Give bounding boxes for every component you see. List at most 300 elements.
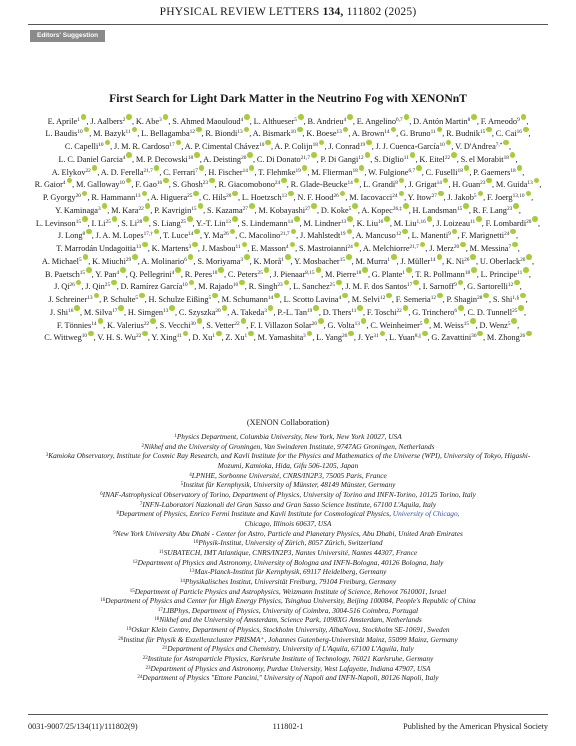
orcid-icon[interactable] <box>222 305 228 311</box>
orcid-icon[interactable] <box>249 203 255 209</box>
orcid-icon[interactable] <box>291 229 297 235</box>
orcid-icon[interactable] <box>526 191 532 197</box>
orcid-icon[interactable] <box>76 280 82 286</box>
paper-title: First Search for Light Dark Matter in the Neutrino Fog with XENONnT <box>109 92 467 105</box>
author-name: P. Gyorgy <box>42 193 76 203</box>
affiliation-number: 6 <box>100 491 103 497</box>
orcid-icon[interactable] <box>458 280 464 286</box>
orcid-icon[interactable] <box>521 114 527 120</box>
author-name: J. Pienaar <box>273 269 306 279</box>
orcid-icon[interactable] <box>458 305 464 311</box>
orcid-icon[interactable] <box>437 293 443 299</box>
author: H. Landsman$^{15}$ , <box>413 206 471 215</box>
author-name: G. Zavattini <box>431 333 472 343</box>
orcid-icon[interactable] <box>288 191 294 197</box>
author-name: R. Gaior <box>34 180 63 190</box>
author-affiliation-ref: 23 <box>506 205 513 212</box>
footer-publisher: Published by the American Physical Society <box>403 722 548 731</box>
orcid-icon[interactable] <box>163 114 169 120</box>
orcid-icon[interactable] <box>313 305 319 311</box>
author: H. Schulze Eißing$^5$ , <box>149 295 220 304</box>
orcid-icon[interactable] <box>399 191 405 197</box>
orcid-icon[interactable] <box>460 242 466 248</box>
author-affiliation-ref: 19 <box>295 167 301 174</box>
affiliation-text: Institute for Astroparticle Physics, Karlsruhe Institute of Technology, 76021 Karlsruhe, Germany <box>147 654 434 664</box>
orcid-icon[interactable] <box>483 293 489 299</box>
orcid-icon[interactable] <box>142 331 148 337</box>
orcid-icon[interactable] <box>471 114 477 120</box>
author: L. Yang$^{26}$ , <box>316 333 356 342</box>
author-affiliation-ref: 16 <box>68 307 74 314</box>
author: M. P. Decowski$^{18}$ , <box>136 155 202 164</box>
orcid-icon[interactable] <box>154 165 160 171</box>
orcid-icon[interactable] <box>511 318 517 324</box>
author-name: F. Toschi <box>366 307 397 317</box>
author: C. Hils$^{20}$ , <box>203 193 240 202</box>
author-affiliation-ref: 8,15 <box>305 269 315 276</box>
orcid-icon[interactable] <box>193 191 199 197</box>
author: E. Aprile$^1$ , <box>48 117 89 126</box>
affiliation-text: Institut für Kernphysik, University of Münster, 48149 Münster, Germany <box>183 480 396 490</box>
author-affiliation-ref: 1 <box>402 269 406 276</box>
orcid-icon[interactable] <box>342 293 348 299</box>
orcid-icon[interactable] <box>67 178 73 184</box>
orcid-icon[interactable] <box>242 242 248 248</box>
author-name: J. Qin <box>85 282 105 292</box>
orcid-icon[interactable] <box>112 216 118 222</box>
author-name: T. R. Pollmann <box>415 269 465 279</box>
orcid-icon[interactable] <box>403 203 409 209</box>
orcid-icon[interactable] <box>86 229 92 235</box>
orcid-icon[interactable] <box>188 254 194 260</box>
author-affiliation-ref: 1 <box>281 256 284 263</box>
affiliation-link[interactable]: University of Chicago, <box>392 509 460 519</box>
author-affiliation-ref: 5 <box>135 295 139 302</box>
orcid-icon[interactable] <box>311 203 317 209</box>
orcid-icon[interactable] <box>84 127 90 133</box>
orcid-icon[interactable] <box>478 191 484 197</box>
affiliation-text: New York University Abu Dhabi - Center for Astro, Particle and Planetary Physics, Abu Dhabi, United Arab Emirates <box>115 528 463 538</box>
orcid-icon[interactable] <box>244 114 250 120</box>
orcid-icon[interactable] <box>347 229 353 235</box>
author-affiliation-ref: 5 <box>208 295 212 302</box>
orcid-icon[interactable] <box>470 318 476 324</box>
orcid-icon[interactable] <box>399 178 405 184</box>
author: V. D'Andrea$^{7,*}$ , <box>455 142 511 151</box>
author-affiliation-ref: 3 <box>264 307 267 314</box>
journal-volume: 134, <box>322 6 344 18</box>
journal-name: PHYSICAL REVIEW LETTERS <box>159 6 320 18</box>
orcid-icon[interactable] <box>297 127 303 133</box>
orcid-icon[interactable] <box>347 114 353 120</box>
orcid-icon[interactable] <box>437 127 443 133</box>
author-name: Q. Pellegrini <box>129 269 172 279</box>
collaboration-name: (XENON Collaboration) <box>246 418 330 427</box>
orcid-icon[interactable] <box>391 127 397 133</box>
orcid-icon[interactable] <box>523 267 529 273</box>
affiliation <box>34 432 542 442</box>
orcid-icon[interactable] <box>88 331 94 337</box>
orcid-icon[interactable] <box>143 216 149 222</box>
orcid-icon[interactable] <box>422 331 428 337</box>
author-name: P.-L. Tan <box>277 307 307 317</box>
orcid-icon[interactable] <box>111 280 117 286</box>
orcid-icon[interactable] <box>486 127 492 133</box>
orcid-icon[interactable] <box>517 165 523 171</box>
orcid-icon[interactable] <box>404 114 410 120</box>
author-name: H. Landsman <box>412 205 457 215</box>
author-affiliation-ref: 15 <box>79 269 86 276</box>
orcid-icon[interactable] <box>126 178 132 184</box>
orcid-icon[interactable] <box>319 140 325 146</box>
author-affiliation-ref: 13 <box>527 180 533 187</box>
orcid-icon[interactable] <box>232 216 238 222</box>
author-name: P. Kavrigin <box>154 205 192 215</box>
orcid-icon[interactable] <box>518 305 524 311</box>
orcid-icon[interactable] <box>514 280 520 286</box>
orcid-icon[interactable] <box>132 127 138 133</box>
orcid-icon[interactable] <box>359 165 365 171</box>
author-affiliation-ref: 21,7 <box>409 244 419 251</box>
author-name: S. Vecchi <box>159 320 191 330</box>
orcid-icon[interactable] <box>464 165 470 171</box>
orcid-icon[interactable] <box>357 305 363 311</box>
orcid-icon[interactable] <box>145 203 151 209</box>
author-name: J. Long <box>57 231 83 241</box>
author: M. Lindner$^{13}$ , <box>303 219 354 228</box>
author-affiliation-ref: 5 <box>78 256 82 263</box>
orcid-icon[interactable] <box>513 203 519 209</box>
orcid-icon[interactable] <box>244 127 250 133</box>
orcid-icon[interactable] <box>175 267 181 273</box>
author: S. Lindemann$^{14}$ , <box>241 219 301 228</box>
author: N. F. Hood$^{26}$ , <box>297 193 347 202</box>
author: Q. Pellegrini$^4$ , <box>130 270 183 279</box>
orcid-icon[interactable] <box>451 152 457 158</box>
orcid-icon[interactable] <box>284 280 290 286</box>
author: F. Marignetti$^{24}$ , <box>461 231 518 240</box>
author: D. Wenz$^5$ , <box>479 321 519 330</box>
author-affiliation-ref: 5 <box>419 320 423 327</box>
author-name: S. Li <box>121 218 138 228</box>
orcid-icon[interactable] <box>420 242 426 248</box>
author: L. Manenti$^9$ , <box>412 231 460 240</box>
orcid-icon[interactable] <box>380 331 386 337</box>
author-affiliation-ref: 12 <box>507 282 514 289</box>
orcid-icon[interactable] <box>154 229 160 235</box>
orcid-icon[interactable] <box>83 254 89 260</box>
author-name: S. Vetter <box>206 320 235 330</box>
affiliation <box>34 548 542 558</box>
author-affiliation-ref: 1 <box>387 256 391 263</box>
orcid-icon[interactable] <box>209 178 215 184</box>
author: A. Deisting$^{20}$ , <box>203 155 255 164</box>
orcid-icon[interactable] <box>169 305 175 311</box>
orcid-icon[interactable] <box>512 242 518 248</box>
orcid-icon[interactable] <box>452 229 458 235</box>
orcid-icon[interactable] <box>265 140 271 146</box>
author-name: P. Di Gangi <box>320 154 359 164</box>
orcid-icon[interactable] <box>241 318 247 324</box>
orcid-icon[interactable] <box>281 178 287 184</box>
author-name: I. Sarnoff <box>422 282 455 292</box>
orcid-icon[interactable] <box>477 331 483 337</box>
orcid-icon[interactable] <box>476 216 482 222</box>
author-name: M. Iacovacci <box>349 193 393 203</box>
orcid-icon[interactable] <box>92 165 98 171</box>
author-name: F. Joerg <box>486 193 513 203</box>
orcid-icon[interactable] <box>244 254 250 260</box>
orcid-icon[interactable] <box>187 216 193 222</box>
orcid-icon[interactable] <box>311 152 317 158</box>
orcid-icon[interactable] <box>386 293 392 299</box>
author: D. Thers$^{11}$ , <box>323 308 365 317</box>
orcid-icon[interactable] <box>424 318 430 324</box>
orcid-icon[interactable] <box>510 152 516 158</box>
orcid-icon[interactable] <box>336 280 342 286</box>
author: J. Ye$^{31}$ , <box>358 333 388 342</box>
orcid-icon[interactable] <box>362 267 368 273</box>
orcid-icon[interactable] <box>268 305 274 311</box>
orcid-icon[interactable] <box>98 318 104 324</box>
author: C. Ferrari$^7$ , <box>163 168 206 177</box>
orcid-icon[interactable] <box>406 267 412 273</box>
orcid-icon[interactable] <box>532 216 538 222</box>
author-name: T. Luce <box>163 231 189 241</box>
author-affiliation-ref: 24 <box>347 244 353 251</box>
author-name: D. Xu <box>192 333 213 343</box>
author-name: D. Koke <box>320 205 349 215</box>
orcid-icon[interactable] <box>74 305 80 311</box>
orcid-icon[interactable] <box>126 152 132 158</box>
orcid-icon[interactable] <box>196 127 202 133</box>
orcid-icon[interactable] <box>354 178 360 184</box>
orcid-icon[interactable] <box>194 152 200 158</box>
orcid-icon[interactable] <box>274 293 280 299</box>
affiliation-number: 12 <box>132 559 138 565</box>
orcid-icon[interactable] <box>189 280 195 286</box>
author-affiliation-ref: 14 <box>188 231 194 238</box>
orcid-icon[interactable] <box>354 242 360 248</box>
orcid-icon[interactable] <box>163 178 169 184</box>
orcid-icon[interactable] <box>347 216 353 222</box>
author-name: R. Biondi <box>205 129 238 139</box>
orcid-icon[interactable] <box>463 203 469 209</box>
author-affiliation-ref: 8 <box>467 116 471 123</box>
orcid-icon[interactable] <box>471 267 477 273</box>
orcid-icon[interactable] <box>212 293 218 299</box>
orcid-icon[interactable] <box>247 152 253 158</box>
orcid-icon[interactable] <box>526 331 532 337</box>
orcid-icon[interactable] <box>102 203 108 209</box>
author: M. Kobayashi$^{27}$ , <box>258 206 319 215</box>
author: F. I. Villazon Solar$^{20}$ , <box>250 321 326 330</box>
author-name: M. Silva <box>83 307 113 317</box>
orcid-icon[interactable] <box>343 127 349 133</box>
orcid-icon[interactable] <box>248 331 254 337</box>
orcid-icon[interactable] <box>413 280 419 286</box>
author: R. Singh$^{23}$ , <box>249 282 292 291</box>
orcid-icon[interactable] <box>402 229 408 235</box>
orcid-icon[interactable] <box>230 229 236 235</box>
author: S. Liang$^{25}$ , <box>153 219 195 228</box>
author: P. Di Gangi$^{12}$ , <box>320 155 372 164</box>
author-affiliation-ref: 7 <box>508 244 512 251</box>
author: F. Arneodo$^9$ , <box>481 117 529 126</box>
author: T. Marrodán Undagoitia$^{13}$ , <box>56 244 150 253</box>
orcid-icon[interactable] <box>142 242 148 248</box>
orcid-icon[interactable] <box>446 140 452 146</box>
affiliation-text: Kamioka Observatory, Institute for Cosmic Ray Research, and Kavli Institute for the Physics and Mathematics of the Universe (WPI), University of Tokyo, Higashi-Mozumi, Kamioka, Hida, Gifu 506-1205, Japan <box>48 451 531 470</box>
author: J. Masbou$^{11}$ , <box>202 244 250 253</box>
orcid-icon[interactable] <box>249 165 255 171</box>
author-affiliation-ref: 9 <box>517 116 520 123</box>
orcid-icon[interactable] <box>534 178 540 184</box>
author-name: F. Semeria <box>395 295 431 305</box>
orcid-icon[interactable] <box>198 203 204 209</box>
orcid-icon[interactable] <box>118 305 124 311</box>
affiliation-number: 16 <box>100 598 106 604</box>
orcid-icon[interactable] <box>340 191 346 197</box>
author: J. Jakob$^5$ , <box>447 193 485 202</box>
orcid-icon[interactable] <box>216 331 222 337</box>
author-affiliation-ref: 25 <box>187 193 193 200</box>
orcid-icon[interactable] <box>427 216 433 222</box>
orcid-icon[interactable] <box>523 127 529 133</box>
orcid-icon[interactable] <box>307 331 313 337</box>
author: A. P. Colijn$^{18}$ , <box>274 142 326 151</box>
author: L. Principe$^{11}$ , <box>481 270 531 279</box>
header-rule <box>28 24 548 25</box>
orcid-icon[interactable] <box>384 216 390 222</box>
author-affiliation-ref: 6 <box>184 256 187 263</box>
author-name: D. Thers <box>322 307 352 317</box>
orcid-icon[interactable] <box>197 318 203 324</box>
orcid-icon[interactable] <box>503 140 509 146</box>
orcid-icon[interactable] <box>294 216 300 222</box>
affiliation-text: Nikhef and the University of Amsterdam, Science Park, 1098XG Amsterdam, Netherlands <box>159 615 422 625</box>
orcid-icon[interactable] <box>316 267 322 273</box>
orcid-icon[interactable] <box>486 178 492 184</box>
author-affiliation-ref: 6,7 <box>396 116 403 123</box>
orcid-icon[interactable] <box>510 229 516 235</box>
affiliation-text: Oskar Klein Centre, Department of Physics, Stockholm University, AlbaNova, Stockholm SE-10691, Sweden <box>131 625 450 635</box>
author: M. Messina$^7$ , <box>470 244 520 253</box>
orcid-icon[interactable] <box>526 254 532 260</box>
author: S. Vecchi$^{30}$ , <box>160 321 205 330</box>
author-affiliation-ref: 14 <box>384 129 390 136</box>
orcid-icon[interactable] <box>86 267 92 273</box>
affiliation-number: 20 <box>118 636 124 642</box>
orcid-icon[interactable] <box>264 267 270 273</box>
orcid-icon[interactable] <box>410 152 416 158</box>
author: G. Plante$^1$ , <box>372 270 414 279</box>
orcid-icon[interactable] <box>416 165 422 171</box>
author: J. Pienaar$^{8,15}$ , <box>273 270 323 279</box>
orcid-icon[interactable] <box>346 254 352 260</box>
author-affiliation-ref: 25 <box>105 218 111 225</box>
orcid-icon[interactable] <box>365 152 371 158</box>
author-affiliation-ref: 10 <box>98 142 104 149</box>
author-affiliation-ref: 21,7 <box>300 154 310 161</box>
orcid-icon[interactable] <box>239 280 245 286</box>
author: J. Qi$^{26}$ , <box>54 282 83 291</box>
orcid-icon[interactable] <box>82 216 88 222</box>
author: P. Shagin$^{28}$ , <box>446 295 491 304</box>
orcid-icon[interactable] <box>105 140 111 146</box>
orcid-icon[interactable] <box>438 191 444 197</box>
orcid-icon[interactable] <box>318 318 324 324</box>
orcid-icon[interactable] <box>290 242 296 248</box>
orcid-icon[interactable] <box>218 267 224 273</box>
orcid-icon[interactable] <box>352 203 358 209</box>
orcid-icon[interactable] <box>348 331 354 337</box>
orcid-icon[interactable] <box>298 114 304 120</box>
author-affiliation-ref: 18 <box>457 167 463 174</box>
author: J. J. Cuenca-García$^{10}$ , <box>376 142 454 151</box>
orcid-icon[interactable] <box>470 254 476 260</box>
author: S. Ghosh$^{23}$ , <box>173 180 217 189</box>
author: R. Gaior$^4$ , <box>35 180 75 189</box>
affiliation-text: Max-Planck-Institut für Kernphysik, 69117 Heidelberg, Germany <box>194 567 387 577</box>
orcid-icon[interactable] <box>443 178 449 184</box>
orcid-icon[interactable] <box>199 165 205 171</box>
orcid-icon[interactable] <box>81 114 87 120</box>
orcid-icon[interactable] <box>82 191 88 197</box>
orcid-icon[interactable] <box>403 305 409 311</box>
author-affiliation-ref: 11 <box>125 129 131 136</box>
orcid-icon[interactable] <box>391 254 397 260</box>
author-name: L. Principe <box>480 269 518 279</box>
orcid-icon[interactable] <box>150 318 156 324</box>
author-affiliation-ref: 25 <box>329 282 335 289</box>
orcid-icon[interactable] <box>361 318 367 324</box>
orcid-icon[interactable] <box>142 191 148 197</box>
affiliation-number: 19 <box>126 627 132 633</box>
footer-rule <box>28 714 548 715</box>
author: A. Molinario$^6$ , <box>141 257 195 266</box>
author-affiliation-ref: 14 <box>242 167 248 174</box>
author-affiliation-ref: 15 <box>463 320 469 327</box>
orcid-icon[interactable] <box>366 140 372 146</box>
affiliation-number: 2 <box>141 443 145 449</box>
author-affiliation-ref: 19 <box>359 142 366 149</box>
author: K. Miuchi$^{29}$ , <box>92 257 140 266</box>
orcid-icon[interactable] <box>120 267 126 273</box>
orcid-icon[interactable] <box>192 242 198 248</box>
author-affiliation-ref: 27 <box>431 193 437 200</box>
author-name: Y. Mosbacher <box>294 256 340 266</box>
orcid-icon[interactable] <box>302 165 308 171</box>
orcid-icon[interactable] <box>194 229 200 235</box>
orcid-icon[interactable] <box>232 191 238 197</box>
orcid-icon[interactable] <box>285 254 291 260</box>
orcid-icon[interactable] <box>94 293 100 299</box>
orcid-icon[interactable] <box>437 254 443 260</box>
author: J. Long$^8$ , <box>58 231 94 240</box>
orcid-icon[interactable] <box>139 293 145 299</box>
author-name: S. Shi <box>492 295 513 305</box>
orcid-icon[interactable] <box>132 254 138 260</box>
orcid-icon[interactable] <box>520 293 526 299</box>
orcid-icon[interactable] <box>126 114 132 120</box>
author: A. Elykov$^{22}$ , <box>52 168 100 177</box>
orcid-icon[interactable] <box>176 140 182 146</box>
orcid-icon[interactable] <box>183 331 189 337</box>
author-name: C. Macolino <box>239 231 281 241</box>
affiliation-number: 18 <box>154 617 160 623</box>
author-affiliation-ref: 10 <box>81 333 88 340</box>
